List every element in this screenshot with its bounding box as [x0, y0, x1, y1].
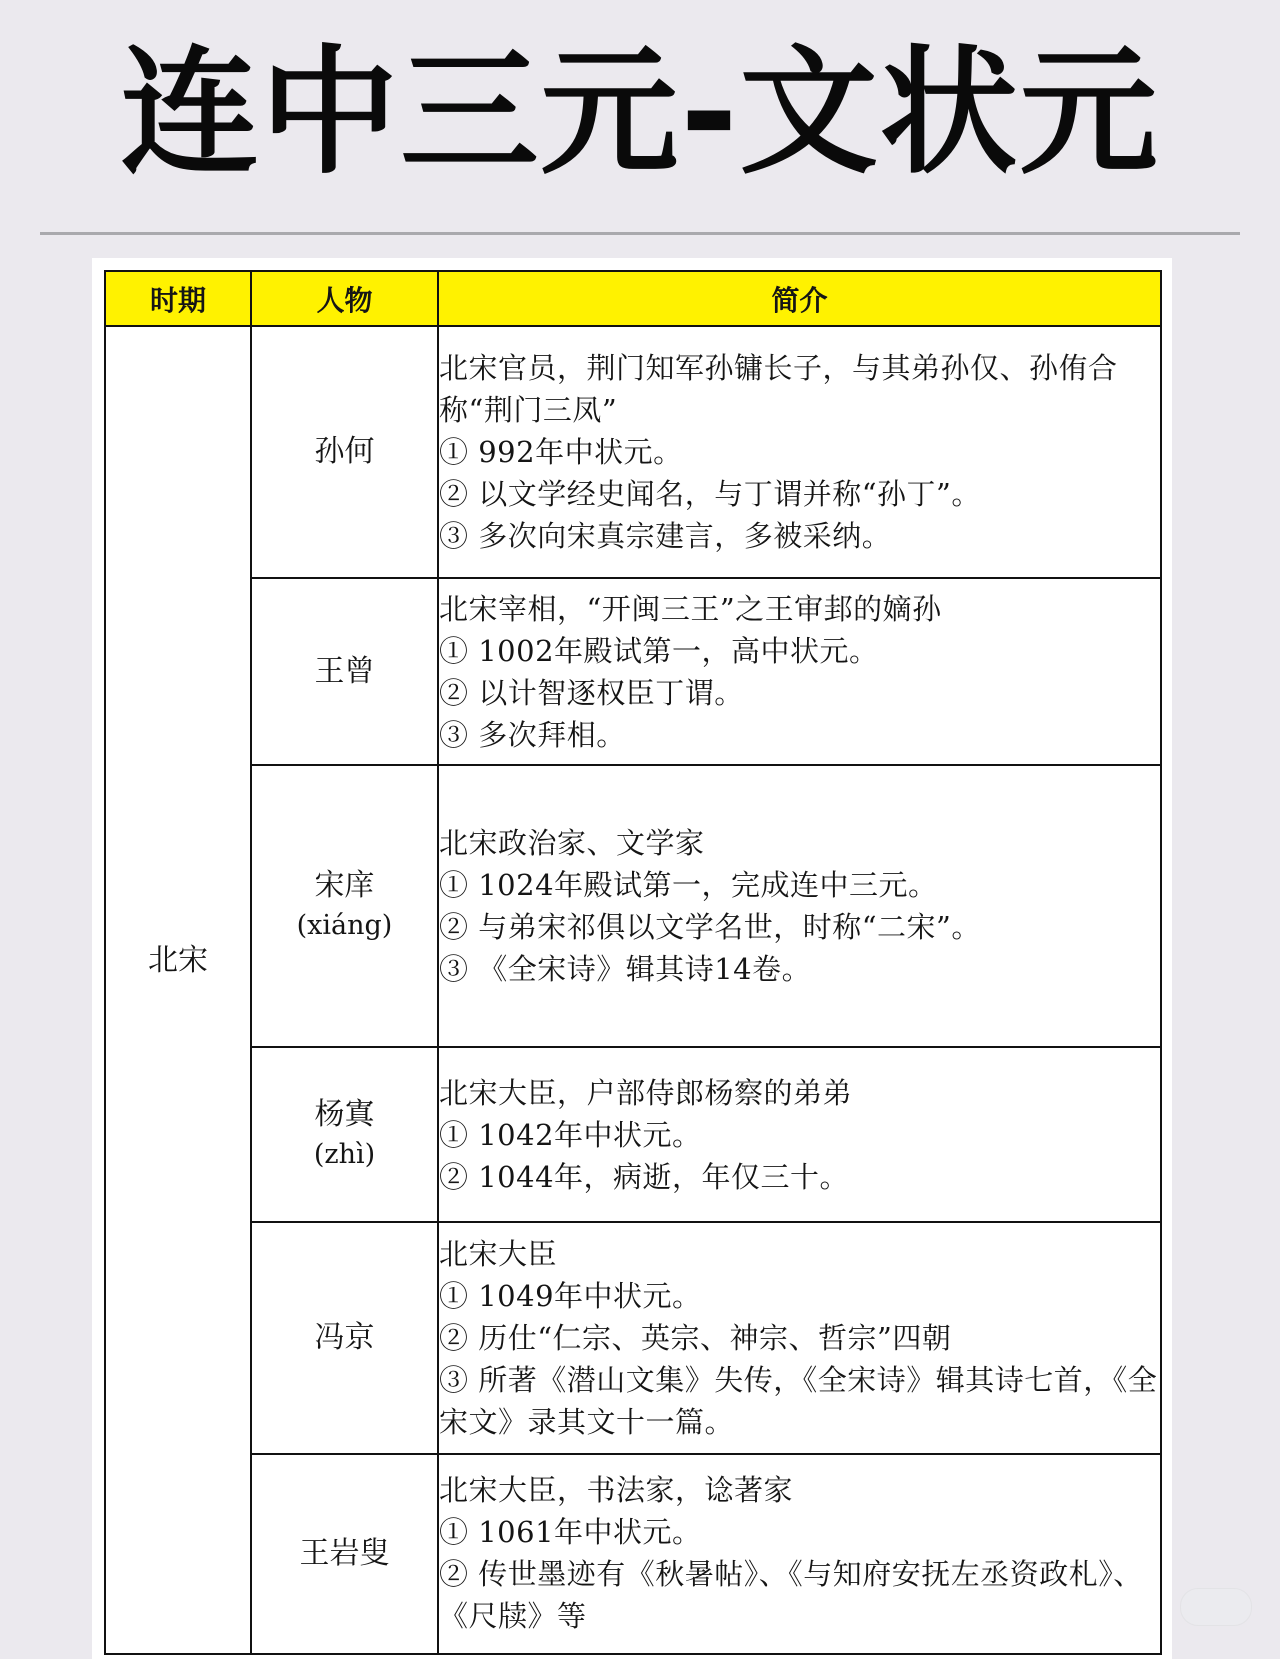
- person-name: 孙何: [314, 434, 375, 469]
- header-period: 时期: [105, 271, 251, 326]
- table-row: [105, 1454, 1161, 1654]
- person-pinyin: (zhì): [313, 1138, 376, 1170]
- intro-line: 北宋大臣，户部侍郎杨察的弟弟: [439, 1075, 853, 1110]
- zhuangyuan-table: [104, 270, 1162, 1655]
- person-name: 冯京: [314, 1320, 375, 1355]
- person-name: 王曾: [314, 653, 375, 689]
- table-row: [105, 765, 1161, 1047]
- intro-line: ② 以文学经史闻名，与丁谓并称“孙丁”。: [439, 477, 981, 511]
- table-header-row: [105, 271, 1161, 326]
- person-cell: [251, 578, 438, 765]
- person-name: 王岩叟: [299, 1536, 390, 1571]
- intro-line: ① 1042年中状元。: [439, 1117, 702, 1152]
- header-intro: 简介: [438, 271, 1161, 326]
- intro-line: ① 1024年殿试第一，完成连中三元。: [439, 868, 938, 902]
- person-cell: [251, 326, 438, 578]
- table-row: [105, 326, 1161, 578]
- person-name: 杨寘: [314, 1096, 375, 1132]
- intro-line: ① 992年中状元。: [439, 435, 683, 469]
- intro-line: 北宋官员，荆门知军孙镛长子，与其弟孙仅、孙侑合称“荆门三凤”: [439, 351, 1118, 427]
- page-title: 连中三元-文状元: [120, 32, 1160, 193]
- title-divider: [40, 232, 1240, 235]
- intro-cell: [438, 326, 1161, 578]
- intro-cell: [438, 1047, 1161, 1222]
- person-name: 宋庠: [314, 868, 375, 903]
- intro-cell: [438, 765, 1161, 1047]
- intro-line: ③ 多次向宋真宗建言，多被采纳。: [439, 519, 892, 553]
- intro-line: 北宋大臣: [439, 1237, 558, 1271]
- intro-cell: [438, 1454, 1161, 1654]
- person-cell: [251, 1222, 438, 1454]
- table-row: [105, 1222, 1161, 1454]
- period-label: 北宋: [148, 943, 208, 978]
- intro-line: ② 与弟宋祁俱以文学名世，时称“二宋”。: [439, 910, 981, 944]
- intro-line: ① 1049年中状元。: [439, 1279, 702, 1313]
- intro-cell: [438, 1222, 1161, 1454]
- table-row: [105, 578, 1161, 765]
- intro-line: ③ 多次拜相。: [439, 717, 626, 752]
- intro-line: ③ 《全宋诗》辑其诗14卷。: [439, 952, 812, 986]
- person-cell: [251, 1454, 438, 1654]
- intro-line: ② 传世墨迹有《秋暑帖》、《与知府安抚左丞资政札》、《尺牍》等: [439, 1557, 1143, 1633]
- intro-line: ② 以计智逐权臣丁谓。: [439, 675, 744, 710]
- header-person: 人物: [251, 271, 438, 326]
- period-cell: [105, 326, 251, 1654]
- table-row: [105, 1047, 1161, 1222]
- intro-line: ② 历仕“仁宗、英宗、神宗、哲宗”四朝: [439, 1321, 952, 1355]
- intro-line: ② 1044年，病逝，年仅三十。: [439, 1159, 850, 1194]
- intro-line: ① 1002年殿试第一，高中状元。: [439, 633, 879, 668]
- intro-line: 北宋大臣，书法家，谂著家: [439, 1473, 794, 1507]
- person-cell: [251, 765, 438, 1047]
- intro-cell: [438, 578, 1161, 765]
- watermark-bubble: [1180, 1588, 1252, 1626]
- intro-line: 北宋宰相，“开闽三王”之王审邽的嫡孙: [439, 591, 942, 626]
- intro-line: ③ 所著《潜山文集》失传，《全宋诗》辑其诗七首，《全宋文》录其文十一篇。: [439, 1363, 1158, 1439]
- intro-line: 北宋政治家、文学家: [439, 826, 705, 860]
- person-pinyin: (xiáng): [296, 910, 393, 941]
- intro-line: ① 1061年中状元。: [439, 1515, 702, 1549]
- person-cell: [251, 1047, 438, 1222]
